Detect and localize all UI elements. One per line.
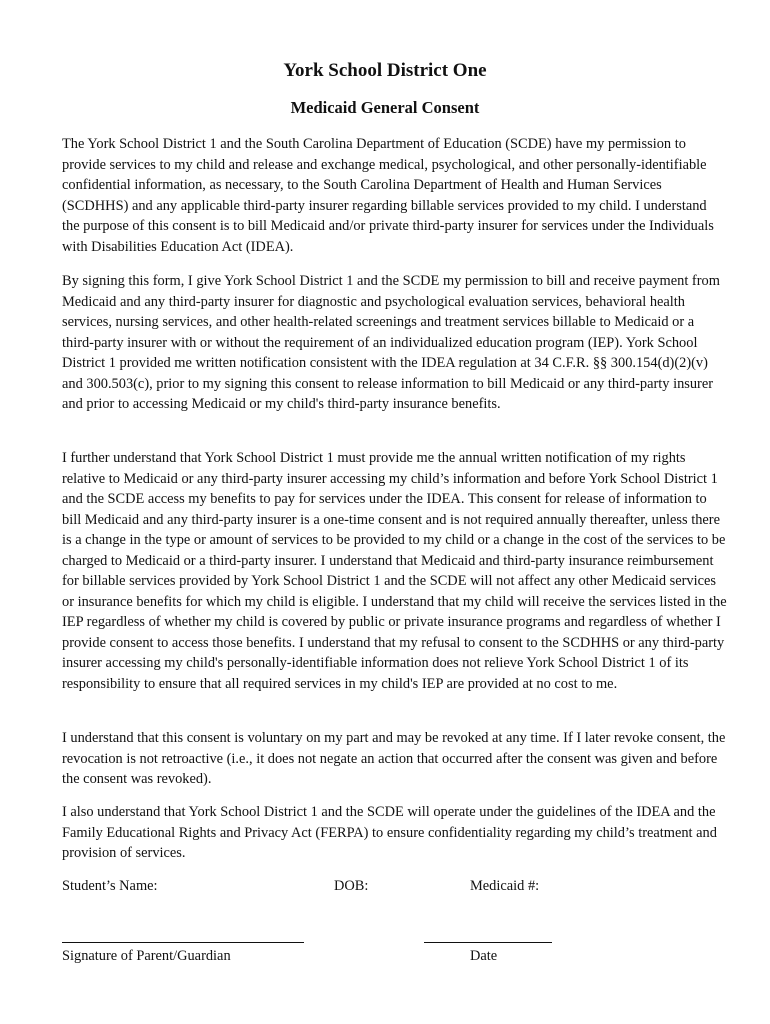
signature-label: Signature of Parent/Guardian [62, 948, 231, 964]
document-title: York School District One [283, 60, 487, 81]
signature-line[interactable] [62, 942, 304, 943]
dob-label: DOB: [334, 878, 369, 894]
student-name-label: Student’s Name: [62, 878, 158, 894]
medicaid-number-label: Medicaid #: [470, 878, 540, 894]
date-label: Date [470, 948, 498, 964]
consent-paragraph: The York School District 1 and the South Carolina Department of Education (SCDE) have my permission to provide services to my child and release and exchange medical, psychological, and other personally-identifiable confidential information, as necessary, to the South Carolina Department of Health and Human Services (SCDHHS) and any applicable third-party insurer regarding billable services provided to my child. I understand the purpose of this consent is to bill Medicaid and/or private third-party insurer for services under the Individuals with Disabilities Education Act (IDEA). [62, 136, 714, 255]
date-line[interactable] [424, 942, 552, 943]
consent-paragraph: I understand that this consent is voluntary on my part and may be revoked at any time. If I later revoke consent, the revocation is not retroactive (i.e., it does not negate an action that occurred after the consent was given and before the consent was revoked). [62, 730, 726, 787]
consent-paragraph: I further understand that York School District 1 must provide me the annual written notification of my rights relative to Medicaid or any third-party insurer accessing my child’s information and before York School District 1 and the SCDE access my benefits to pay for services under the IDEA. This consent for release of information to bill Medicaid and any third-party insurer is a one-time consent and is not required annually thereafter, unless there is a change in the type or amount of services to be provided to my child or a change in the cost of the services to be charged to Medicaid or a third-party insurer. I understand that Medicaid and third-party insurance reimbursement for billable services provided by York School District 1 and the SCDE will not affect any other Medicaid services or insurance benefits for which my child is eligible. I understand that my child will receive the services listed in the IEP regardless of whether my child is covered by public or private insurance programs and regardless of whether I provide consent to access those benefits. I understand that my refusal to consent to the SCDHHS or any third-party insurer accessing my child's personally-identifiable information does not relieve York School District 1 of its responsibility to ensure that all required services in my child's IEP are provided at no cost to me. [62, 450, 727, 692]
document-subtitle: Medicaid General Consent [290, 98, 480, 117]
consent-paragraph: I also understand that York School District 1 and the SCDE will operate under the guidelines of the IDEA and the Family Educational Rights and Privacy Act (FERPA) to ensure confidentiality regarding my child’s treatment and provision of services. [62, 804, 717, 861]
consent-paragraph: By signing this form, I give York School District 1 and the SCDE my permission to bill and receive payment from Medicaid and any third-party insurer for diagnostic and psychological evaluation services, behavioral health services, nursing services, and other health-related screenings and treatment services billable to Medicaid or a third-party insurer with or without the requirement of an individualized education program (IEP). York School District 1 provided me written notification consistent with the IDEA regulation at 34 C.F.R. §§ 300.154(d)(2)(v) and 300.503(c), prior to my signing this consent to release information to bill Medicaid or any third-party insurer and prior to accessing Medicaid or my child's third-party insurance benefits. [62, 273, 720, 412]
